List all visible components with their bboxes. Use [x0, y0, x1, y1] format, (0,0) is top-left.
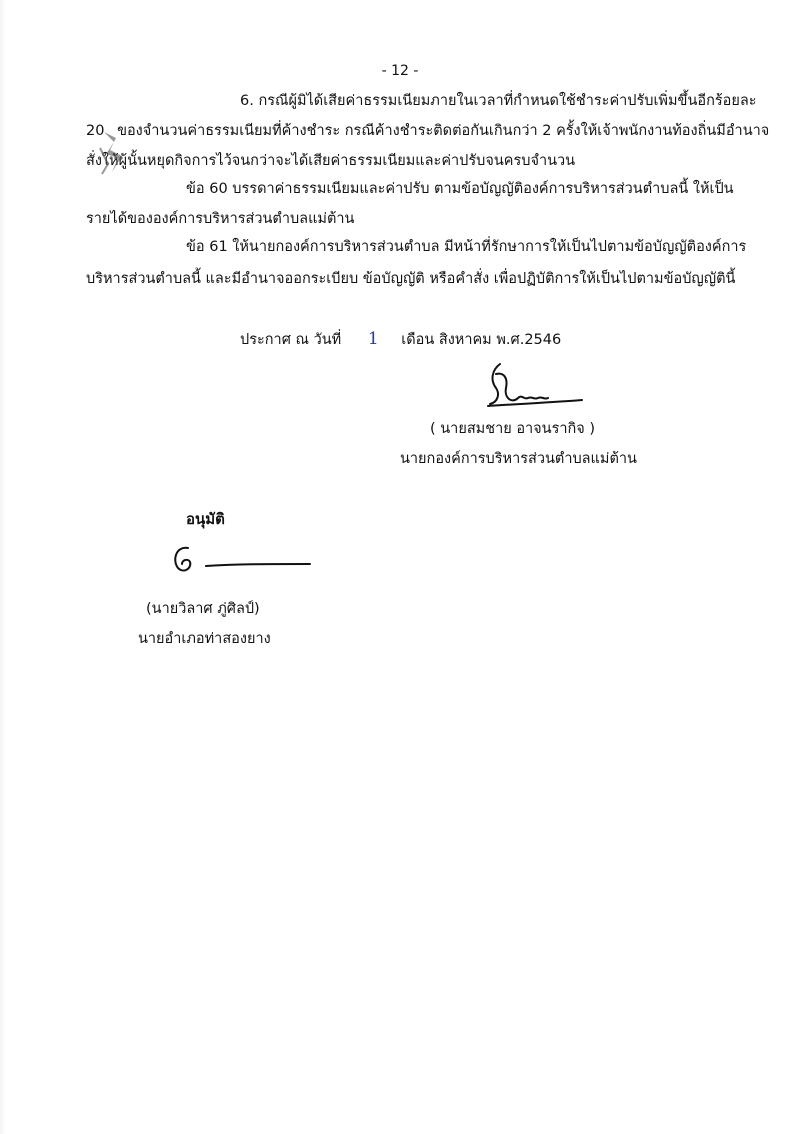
page-number: - 12 -: [381, 63, 419, 79]
item6-line2-text: ของจำนวนค่าธรรมเนียมที่ค้างชำระ กรณีค้างชำระติดต่อกันเกินกว่า 2 ครั้งให้เจ้าพนักงานท้องถิ่นมีอำนาจ: [117, 123, 770, 139]
item6-line1: 6. กรณีผู้มิได้เสียค่าธรรมเนียมภายในเวลาที่กำหนดใช้ชำระค่าปรับเพิ่มขึ้นอีกร้อยละ: [240, 93, 757, 109]
item6-line2: [86, 122, 770, 140]
approval-heading: อนุมัติ: [186, 510, 225, 528]
item60-line1: ข้อ 60 บรรดาค่าธรรมเนียมและค่าปรับ ตามข้อบัญญัติองค์การบริหารส่วนตำบลนี้ ให้เป็น: [186, 181, 734, 197]
chief-executive-signature: [478, 360, 588, 412]
chief-executive-name: ( นายสมชาย อาจนรากิจ ): [430, 421, 596, 437]
district-chief-signature: [166, 540, 316, 580]
announcement-prefix: ประกาศ ณ วันที่: [240, 332, 342, 348]
scan-edge: [0, 0, 6, 1134]
chief-executive-position: นายกองค์การบริหารส่วนตำบลแม่ต้าน: [400, 451, 637, 467]
item61-line2: บริหารส่วนตำบลนี้ และมีอำนาจออกระเบียบ ข้อบัญญัติ หรือคำสั่ง เพื่อปฏิบัติการให้เป็นไปตามข้อบัญญัตินี้: [86, 271, 736, 287]
district-chief-name: (นายวิลาศ ภู่ศิลป์): [146, 601, 260, 617]
item60-line2: รายได้ขององค์การบริหารส่วนตำบลแม่ต้าน: [86, 211, 355, 227]
item61-line1: ข้อ 61 ให้นายกองค์การบริหารส่วนตำบล มีหน้าที่รักษาการให้เป็นไปตามข้อบัญญัติองค์การ: [186, 239, 747, 255]
ink-smudge-mark: [96, 128, 136, 178]
announcement-day: 1: [367, 329, 379, 349]
announcement-line: [240, 330, 561, 349]
item6-line3: สั่งให้ผู้นั้นหยุดกิจการไว้จนกว่าจะได้เสียค่าธรรมเนียมและค่าปรับจนครบจำนวน: [86, 153, 576, 169]
item6-line2-number: 20: [86, 123, 105, 139]
announcement-suffix: เดือน สิงหาคม พ.ศ.2546: [401, 332, 562, 348]
district-chief-position: นายอำเภอท่าสองยาง: [138, 631, 271, 647]
